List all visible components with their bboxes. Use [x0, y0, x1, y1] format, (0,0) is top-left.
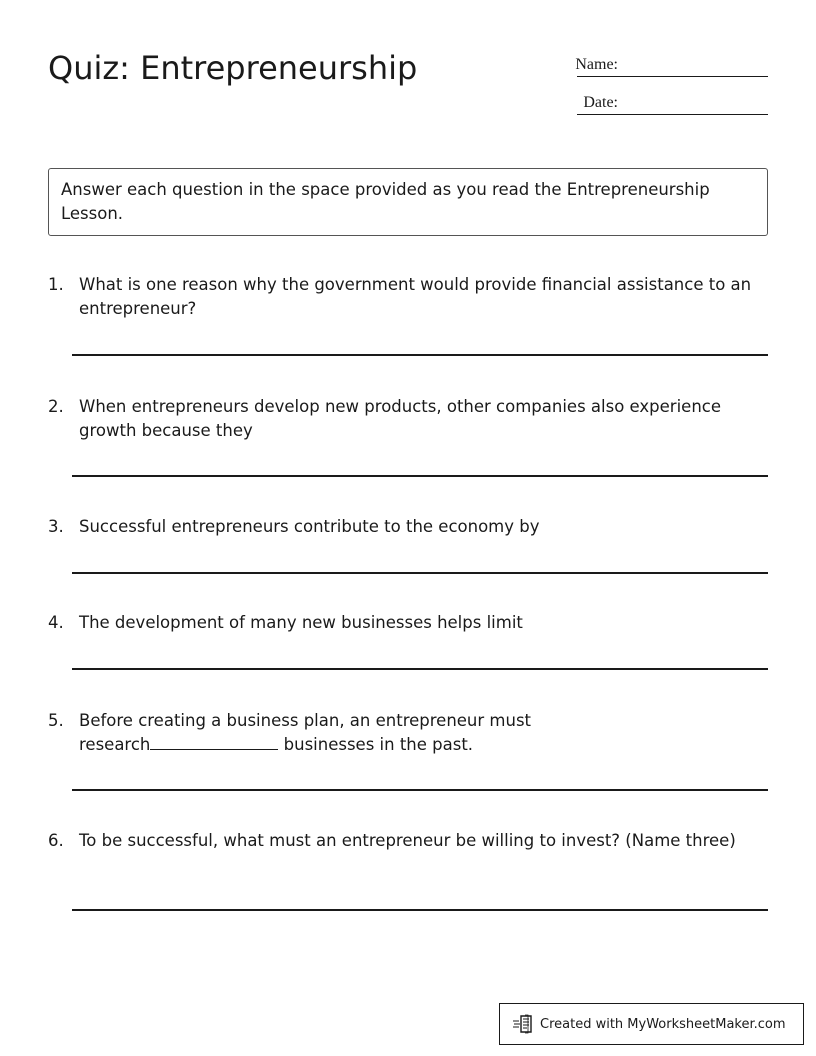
question-text-after: businesses in the past. — [278, 735, 474, 754]
question-text: The development of many new businesses helps limit — [79, 613, 523, 632]
question-number: 3. — [48, 517, 64, 536]
answer-line-4[interactable] — [72, 668, 768, 670]
answer-line-2[interactable] — [72, 475, 768, 477]
date-field — [0, 93, 816, 117]
question-number: 4. — [48, 613, 64, 632]
question-number: 5. — [48, 711, 64, 730]
name-field — [0, 55, 816, 79]
question-text: When entrepreneurs develop new products, other companies also experience growth because they — [79, 397, 721, 440]
instructions-box: Answer each question in the space provided as you read the Entrepreneurship Lesson. — [48, 168, 768, 236]
footer-credit-badge[interactable] — [499, 1003, 804, 1045]
footer-credit-text: Created with MyWorksheetMaker.com — [540, 1016, 786, 1032]
question-number: 6. — [48, 831, 64, 850]
name-label: Name: — [575, 56, 618, 73]
answer-line-1[interactable] — [72, 354, 768, 356]
page-title: Quiz: Entrepreneurship — [48, 49, 418, 87]
answer-line-3[interactable] — [72, 572, 768, 574]
question-text: Successful entrepreneurs contribute to the economy by — [79, 517, 540, 536]
question-text-before: Before creating a business plan, an entrepreneur must research — [79, 711, 532, 754]
answer-line-5[interactable] — [72, 789, 768, 791]
question-text — [79, 709, 599, 757]
question-number: 2. — [48, 397, 64, 416]
question-text: To be successful, what must an entrepreneur be willing to invest? (Name three) — [79, 831, 736, 850]
question-text: What is one reason why the government would provide financial assistance to an entrepreneur? — [79, 275, 752, 318]
fill-in-blank[interactable] — [150, 733, 278, 750]
name-input-line[interactable] — [577, 76, 768, 77]
question-number: 1. — [48, 275, 64, 294]
worksheet-maker-logo-icon — [512, 1013, 534, 1035]
date-input-line[interactable] — [577, 114, 768, 115]
answer-line-6[interactable] — [72, 909, 768, 911]
date-label: Date: — [583, 94, 618, 111]
